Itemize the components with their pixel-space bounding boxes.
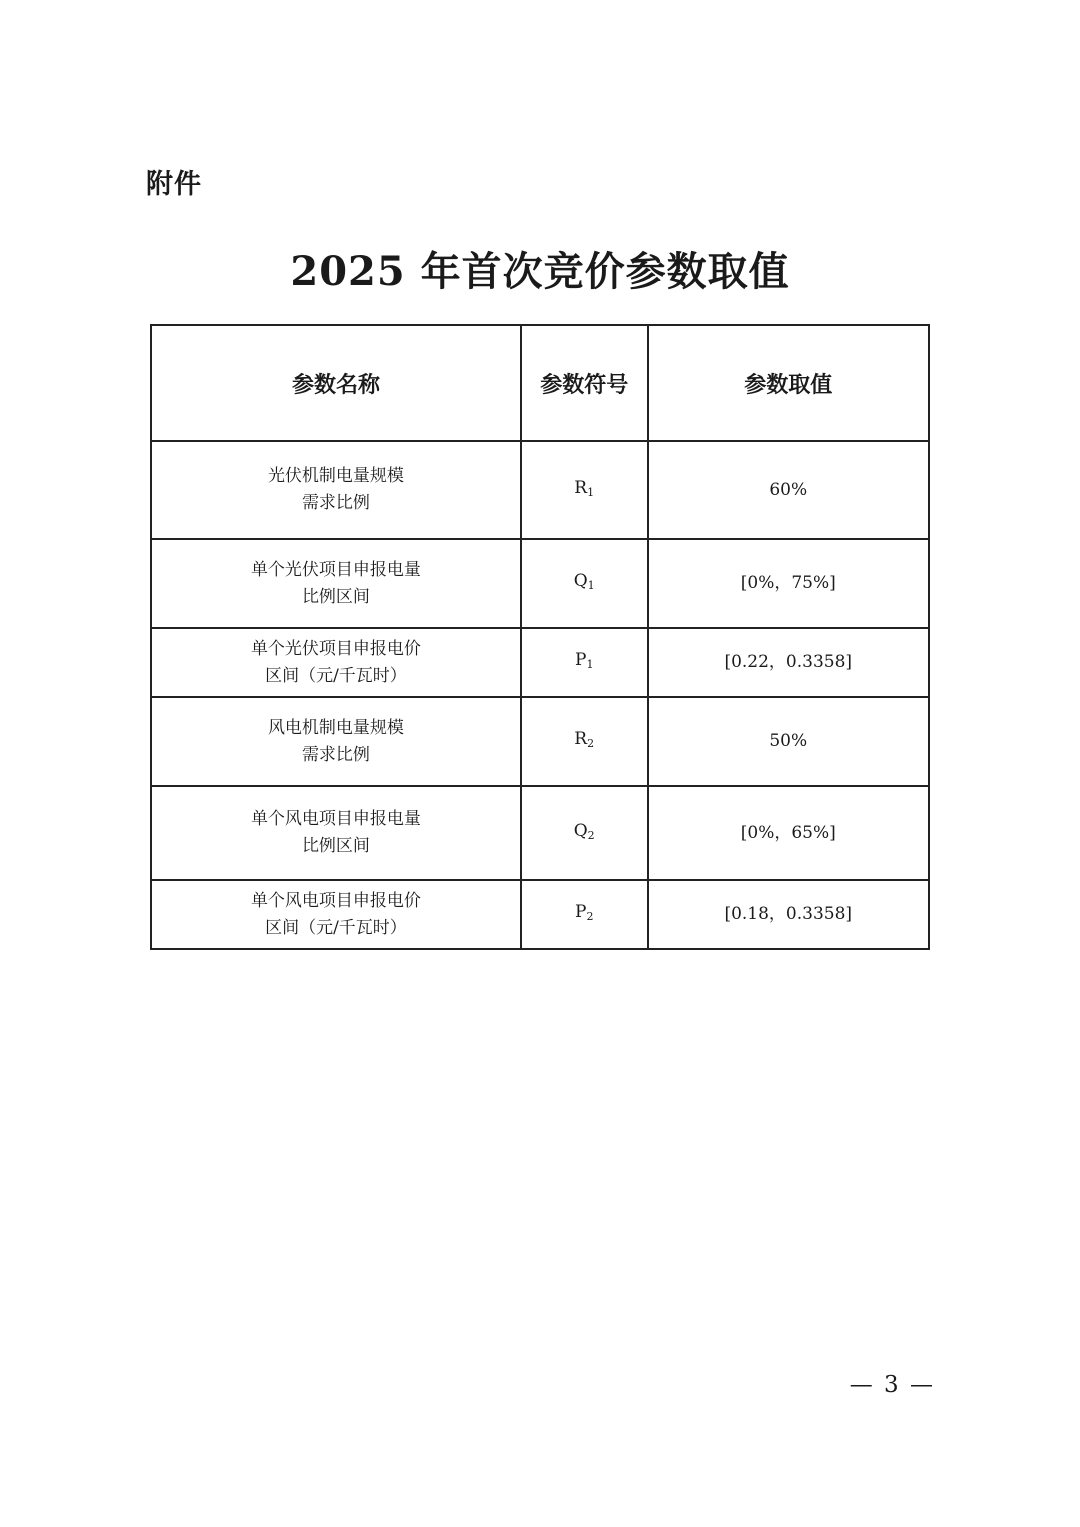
param-symbol-cell (521, 880, 648, 949)
param-name-cell (151, 441, 521, 539)
parameter-table (150, 324, 930, 950)
param-name-line: 需求比例 (301, 744, 370, 765)
param-name-cell (151, 697, 521, 786)
param-name-line: 光伏机制电量规模 (267, 466, 404, 486)
param-value-cell: 50% (648, 697, 929, 786)
param-name-cell (151, 539, 521, 628)
param-name-cell (151, 880, 521, 949)
param-value-cell: [0.18，0.3358] (648, 880, 929, 949)
param-symbol-subscript: 2 (587, 737, 595, 750)
table-row (151, 441, 929, 539)
param-symbol-subscript: 1 (586, 658, 594, 671)
param-symbol-subscript: 1 (587, 485, 595, 499)
param-symbol: P (574, 902, 587, 922)
param-symbol-subscript: 2 (586, 910, 594, 923)
param-symbol: R (574, 729, 588, 749)
param-value-cell: [0.22，0.3358] (648, 628, 929, 697)
table-row (151, 628, 929, 697)
param-name-line: 风电机制电量规模 (267, 717, 404, 738)
param-symbol: Q (573, 571, 588, 591)
page-number: — 3 — (849, 1372, 935, 1398)
param-name-line: 区间（元/千瓦时） (265, 665, 407, 686)
param-name-cell (151, 786, 521, 880)
table-row (151, 786, 929, 880)
table-row (151, 697, 929, 786)
param-value-cell: [0%，65%] (648, 786, 929, 880)
param-symbol-cell (521, 441, 648, 539)
param-name-line: 比例区间 (301, 586, 370, 607)
param-symbol-cell (521, 628, 648, 697)
table-row (151, 880, 929, 949)
param-symbol-cell (521, 539, 648, 628)
param-name-line: 单个光伏项目申报电价 (250, 638, 421, 659)
attachment-label: 附件 (146, 169, 202, 200)
param-name-line: 区间（元/千瓦时） (265, 917, 407, 938)
param-value-cell: [0%，75%] (648, 539, 929, 628)
param-symbol: R (574, 477, 588, 498)
column-header-name: 参数名称 (151, 325, 521, 441)
param-symbol-subscript: 2 (587, 828, 595, 842)
param-symbol-cell (521, 786, 648, 880)
table-row (151, 539, 929, 628)
param-symbol: Q (573, 820, 588, 841)
param-name-line: 单个光伏项目申报电量 (250, 559, 421, 580)
param-symbol-subscript: 1 (587, 579, 595, 592)
table-header-row (151, 325, 929, 441)
param-symbol: P (574, 650, 587, 670)
param-value-cell: 60% (648, 441, 929, 539)
column-header-value: 参数取值 (648, 325, 929, 441)
param-name-cell (151, 628, 521, 697)
param-name-line: 需求比例 (301, 493, 370, 513)
document-title: 2025 年首次竞价参数取值 (290, 248, 790, 295)
param-name-line: 比例区间 (301, 836, 370, 856)
param-name-line: 单个风电项目申报电价 (250, 890, 421, 911)
param-symbol-cell (521, 697, 648, 786)
param-name-line: 单个风电项目申报电量 (250, 809, 421, 829)
column-header-symbol: 参数符号 (521, 325, 648, 441)
